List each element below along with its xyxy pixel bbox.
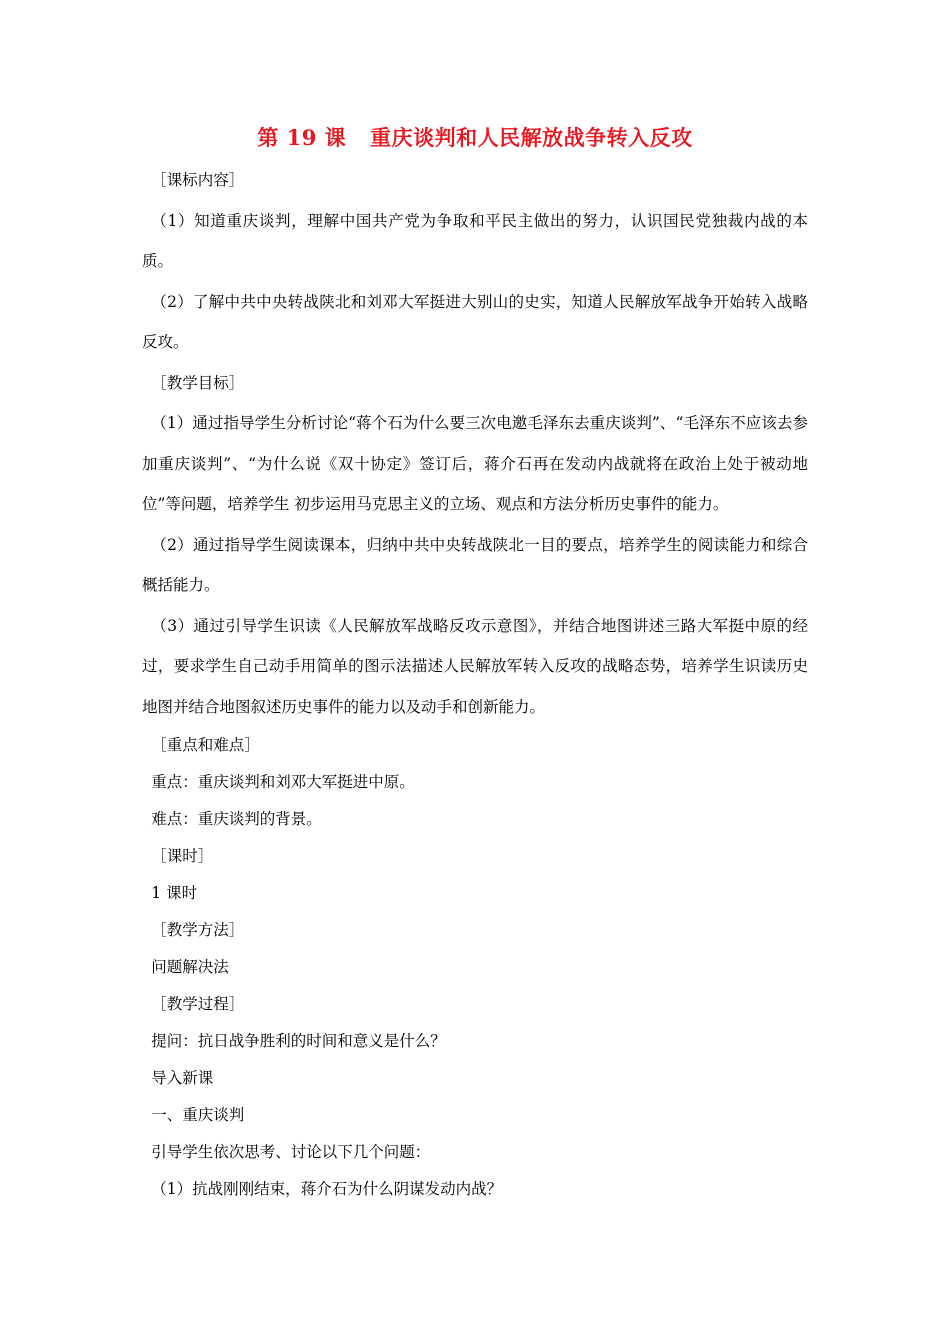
paragraph-methods: 问题解决法 [151, 958, 229, 976]
paragraph-class-hours: 1 课时 [151, 884, 198, 902]
paragraph-objective-1: （1）通过指导学生分析讨论“蒋个石为什么要三次电邀毛泽东去重庆谈判”、“毛泽东不应该去参加重庆谈判”、“为什么说《双十协定》签订后，蒋介石再在发动内战就将在政治上处于被动地位”等问题，培养学生 初步运用马克思主义的立场、观点和方法分析历史事件的能力。 [142, 414, 808, 513]
paragraph-objective-2: （2）通过指导学生阅读课本，归纳中共中央转战陕北一目的要点，培养学生的阅读能力和综合概括能力。 [142, 535, 808, 594]
paragraph-guide: 引导学生依次思考、讨论以下几个问题： [151, 1143, 431, 1161]
paragraph-key-point: 重点：重庆谈判和刘邓大军挺进中原。 [151, 773, 415, 791]
section-heading-key-points: ［重点和难点］ [151, 736, 260, 754]
title-lesson-number: 第 19 课 [257, 125, 347, 150]
title-lesson-name: 重庆谈判和人民解放战争转入反攻 [370, 125, 693, 150]
paragraph-objective-3: （3）通过引导学生识读《人民解放军战略反攻示意图》，并结合地图讲述三路大军挺中原的经过，要求学生自己动手用简单的图示法描述人民解放军转入反攻的战略态势，培养学生识读历史地图并结合地图叙述历史事件的能力以及动手和创新能力。 [142, 616, 808, 716]
document-body [142, 160, 808, 1208]
section-heading-class-hours: ［课时］ [151, 847, 214, 865]
section-heading-process: ［教学过程］ [151, 995, 245, 1013]
section-heading-objectives: ［教学目标］ [151, 373, 245, 392]
section-heading-curriculum: ［课标内容］ [151, 171, 245, 189]
paragraph-question-1: （1）抗战刚刚结束，蒋介石为什么阴谋发动内战？ [151, 1180, 503, 1198]
paragraph-intro: 导入新课 [151, 1069, 214, 1087]
paragraph-curriculum-2: （2）了解中共中央转战陕北和刘邓大军挺进大别山的史实，知道人民解放军战争开始转入战略反攻。 [142, 292, 808, 351]
page-title [0, 122, 950, 152]
paragraph-difficulty: 难点：重庆谈判的背景。 [151, 810, 322, 828]
section-heading-methods: ［教学方法］ [151, 921, 245, 939]
paragraph-curriculum-1: （1）知道重庆谈判，理解中国共产党为争取和平民主做出的努力，认识国民党独裁内战的本质。 [142, 211, 808, 270]
subsection-heading-chongqing: 一、重庆谈判 [151, 1106, 245, 1124]
paragraph-question: 提问：抗日战争胜利的时间和意义是什么？ [151, 1032, 446, 1050]
